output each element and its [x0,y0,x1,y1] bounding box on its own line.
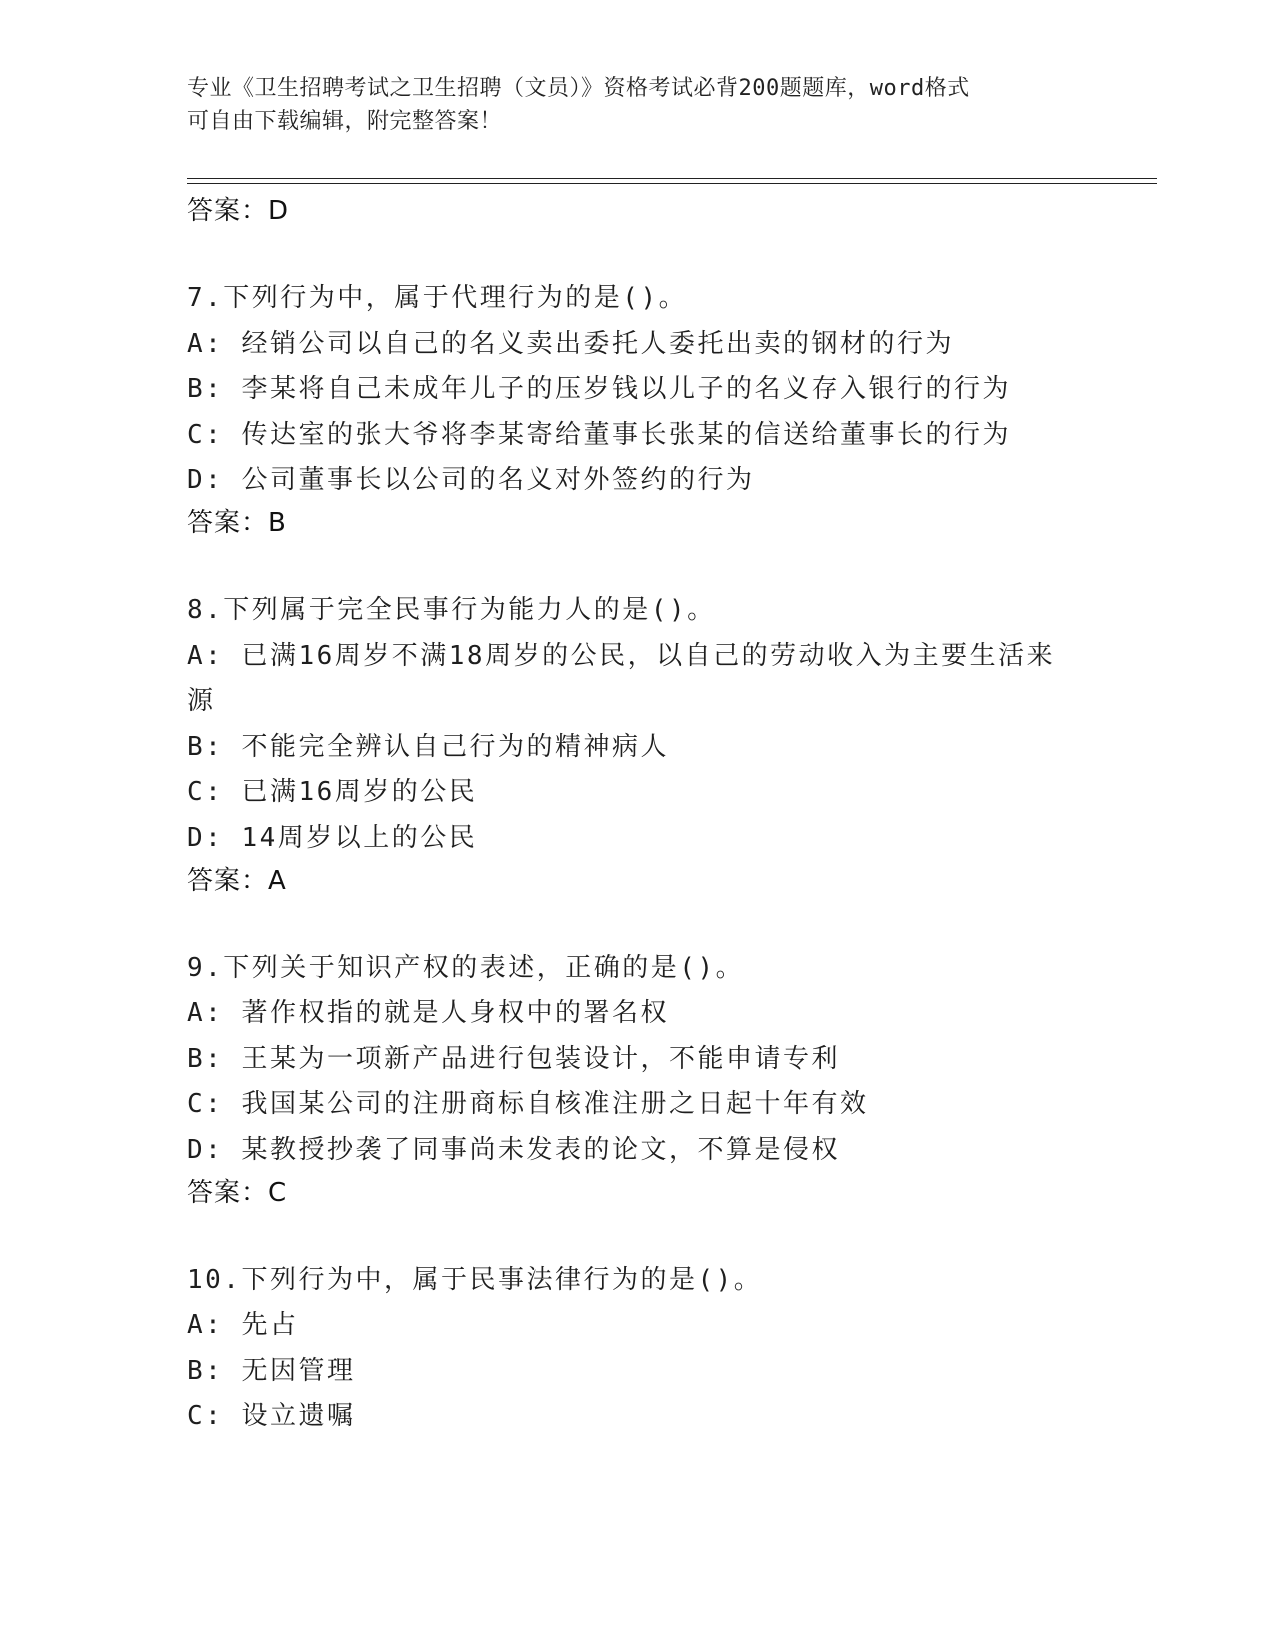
question-8 [187,588,1087,900]
question-answer: 答案：A [187,865,287,896]
option-d: D: 公司董事长以公司的名义对外签约的行为 [187,465,755,496]
option-b: B: 无因管理 [187,1355,356,1386]
option-c: C: 传达室的张大爷将李某寄给董事长张某的信送给董事长的行为 [187,419,1011,450]
option-a: A: 先占 [187,1310,299,1341]
option-c: C: 我国某公司的注册商标自核准注册之日起十年有效 [187,1089,869,1120]
spacer [187,542,1087,588]
question-stem: 8.下列属于完全民事行为能力人的是()。 [187,594,716,625]
option-c: C: 设立遗嘱 [187,1401,356,1432]
question-stem: 10.下列行为中，属于民事法律行为的是()。 [187,1264,763,1295]
option-d: D: 某教授抄袭了同事尚未发表的论文，不算是侵权 [187,1134,840,1165]
option-d: D: 14周岁以上的公民 [187,822,478,853]
option-a: A: 已满16周岁不满18周岁的公民，以自己的劳动收入为主要生活来源 [187,640,1056,717]
spacer [187,900,1087,946]
option-a: A: 著作权指的就是人身权中的署名权 [187,998,669,1029]
spacer [187,230,1087,276]
option-b: B: 王某为一项新产品进行包装设计，不能申请专利 [187,1043,840,1074]
question-answer: 答案：C [187,1177,288,1208]
question-7 [187,276,1087,542]
option-a: A: 经销公司以自己的名义卖出委托人委托出卖的钢材的行为 [187,328,954,359]
previous-answer: 答案：D [187,196,290,226]
question-stem: 7.下列行为中，属于代理行为的是()。 [187,283,688,313]
question-answer: 答案：B [187,507,287,538]
document-header [187,72,1077,138]
header-divider [187,178,1157,184]
spacer [187,1212,1087,1258]
question-10 [187,1258,1087,1440]
option-b: B: 李某将自己未成年儿子的压岁钱以儿子的名义存入银行的行为 [187,374,1011,405]
question-list [187,192,1087,1440]
header-title-line-1: 专业《卫生招聘考试之卫生招聘（文员）》资格考试必背200题题库，word格式 [187,76,970,101]
option-c: C: 已满16周岁的公民 [187,777,478,808]
question-stem: 9.下列关于知识产权的表述，正确的是()。 [187,952,745,983]
header-title-line-2: 可自由下载编辑，附完整答案！ [187,109,503,134]
option-b: B: 不能完全辨认自己行为的精神病人 [187,731,669,762]
question-9 [187,946,1087,1212]
